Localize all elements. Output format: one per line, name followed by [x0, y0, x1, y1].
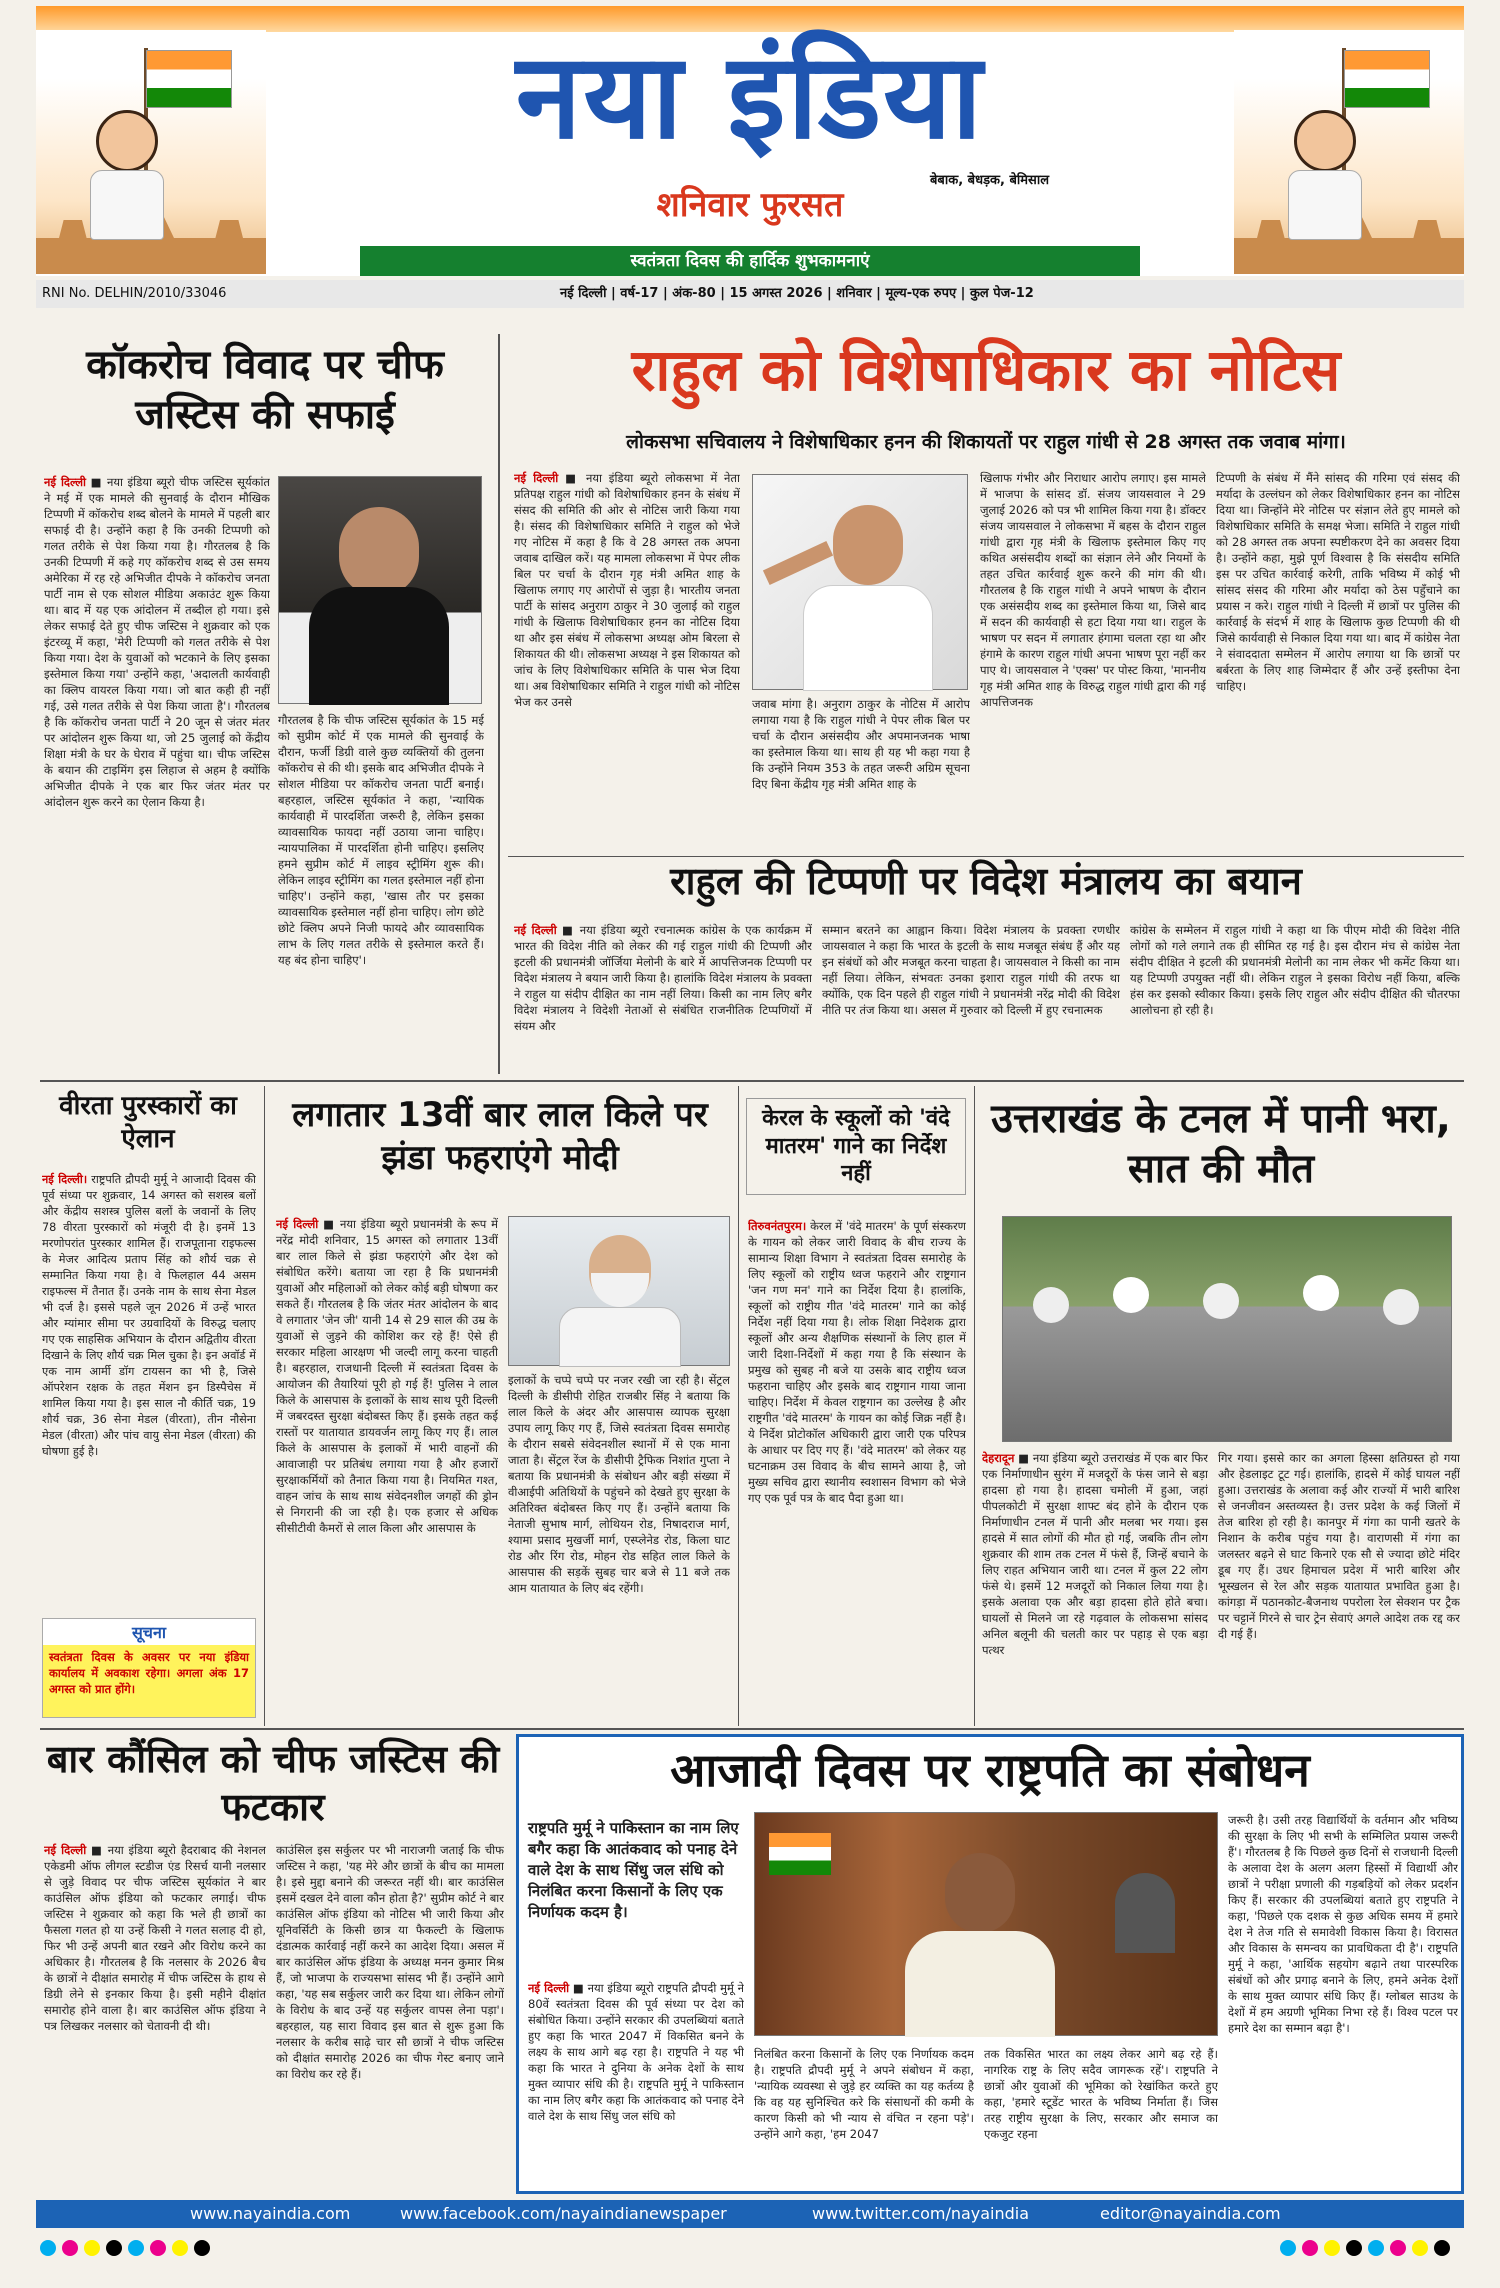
byline: नई दिल्ली: [514, 471, 559, 485]
color-registration-dots-left: [40, 2240, 216, 2260]
president-body-4: जरूरी है। उसी तरह विद्यार्थियों के वर्तमान और भविष्य की सुरक्षा के लिए भी सभी के सम्मिलित प्रयास जरूरी हैं'। गौरतलब है कि पिछले कुछ दिनों से राजधानी दिल्ली के अलावा देश के अलग अलग हिस्सों में विद्यार्थी और छात्रों ने परीक्षा प्रणाली की गड़बड़ियों को लेकर प्रदर्शन किए हैं। सरकार की उपलब्धियां बताते हुए राष्ट्रपति ने कहा, 'पिछले एक दशक से कुछ अधिक समय में हमारे देश ने तेज गति से समावेशी विकास किया है। विरासत और विकास के समन्वय का प्रावधिकता दी है'। राष्ट्रपति मुर्मू ने कहा, 'आर्थिक सहयोग बढ़ाने तथा पारस्परिक संबंधों को और प्रगाढ़ बनाने के लिए, हमने अनेक देशों के साथ मुक्त व्यापार संधि किए हैं। ग्लोबल साउथ के देशों में हम अग्रणी भूमिका निभा रहे हैं। विश्व पटल पर हमारे देश का सम्मान बढ़ा है'।: [1228, 1813, 1458, 2035]
edition-subtitle: शनिवार फुरसत: [656, 185, 844, 225]
tunnel-body-2: गिर गया। इससे कार का अगला हिस्सा क्षतिग्रस्त हो गया और हेडलाइट टूट गई। हालांकि, हादसे में कोई घायल नहीं हुआ। उत्तराखंड के अलावा कई और राज्यों में भारी बारिश से जनजीवन अस्तव्यस्त है। उत्तर प्रदेश के कई जिलों में तेज बारिश हो रही है। कानपुर में गंगा का पानी खतरे के निशान के करीब पहुंच गया है। वाराणसी में गंगा का जलस्तर बढ़ने से घाट किनारे एक सौ से ज्यादा छोटे मंदिर डूब गए हैं। उधर हिमाचल प्रदेश में भारी बारिश और भूस्खलन से रेल और सड़क यातायात प्रभावित हुआ है। कांगड़ा में पठानकोट-बैजनाथ पपरोला रेल सेक्शन पर ट्रैक पर चट्टानें गिरने से चार ट्रेन सेवाएं अगले आदेश तक रद्द कर दी गई हैं।: [1218, 1451, 1460, 1641]
greeting-banner: स्वतंत्रता दिवस की हार्दिक शुभकामनाएं: [360, 246, 1140, 276]
bar-council-headline[interactable]: बार कौंसिल को चीफ जस्टिस की फटकार: [46, 1737, 500, 1829]
veerta-text: राष्ट्रपति द्रौपदी मुर्मू ने आजादी दिवस की पूर्व संध्या पर शुक्रवार, 14 अगस्त को सशस्त्र बलों और केंद्रीय सशस्त्र पुलिस बलों के जवानों के लिए 78 वीरता पुरस्कारों को मंजूरी दी है। इनमें 13 मरणोपरांत पुरस्कार शामिल हैं। राजपूताना राइफल्स के मेजर आदित्य प्रताप सिंह को शौर्य चक्र से सम्मानित किया गया है। वे फिलहाल 44 असम राइफल्स में तैनात हैं। उनके नाम के साथ सेना मेडल भी दर्ज है। इससे पहले जून 2026 में उन्हें भारत और म्यांमार सीमा पर उग्रवादियों के विरुद्ध चलाए गए एक साहसिक अभियान के दौरान अद्वितीय वीरता दिखाने के लिए शौर्य चक्र मिल चुका है। इन अवॉर्ड में एक नाम आर्मी डॉग टायसन का भी है, जिसे ऑपरेशन रक्षक के तहत मेंशन इन डिस्पैचेस में शामिल किया गया है। इस साल नौ कीर्ति चक्र, 19 शौर्य चक्र, 36 सेना मेडल (वीरता), तीन नौसेना मेडल (वीरता) और पांच वायु सेना मेडल (वीरता) की घोषणा हुई है।: [42, 1173, 256, 1458]
kerala-headline[interactable]: केरल के स्कूलों को 'वंदे मातरम' गाने का निर्देश नहीं: [746, 1098, 966, 1195]
president-body-2: निलंबित करना किसानों के लिए एक निर्णायक कदम है। राष्ट्रपति द्रौपदी मुर्मू ने अपने संबोधन में कहा, 'न्यायिक व्यवस्था से जुड़े हर व्यक्ति का यह कर्तव्य है कि वह यह सुनिश्चित करे कि संसाधनों की कमी के कारण किसी को भी न्याय से वंचित न रहना पड़े'। उन्होंने आगे कहा, 'हम 2047: [754, 2047, 974, 2141]
president-body-3: तक विकसित भारत का लक्ष्य लेकर आगे बढ़ रहे हैं। नागरिक राष्ट्र के लिए सदैव जागरूक रहें'। राष्ट्रपति ने छात्रों और युवाओं की भूमिका को रेखांकित करते हुए कहा, 'हमारे स्टूडेंट भारत के भविष्य निर्माता हैं। जिस तरह राष्ट्रीय सुरक्षा के लिए, सरकार और समाज का एकजुट रहना: [984, 2047, 1218, 2141]
rahul-body-2: जवाब मांगा है। अनुराग ठाकुर के नोटिस में आरोप लगाया गया है कि राहुल गांधी ने पेपर लीक बिल पर चर्चा के दौरान असंसदीय और अपमानजनक भाषा का इस्तेमाल किया था। साथ ही यह भी कहा गया है कि उन्होंने नियम 353 के तहत जरूरी अग्रिम सूचना दिए बिना केंद्रीय गृह मंत्री अमित शाह के: [752, 697, 970, 791]
mea-text-1: रचनात्मक कांग्रेस के एक कार्यक्रम में भारत की विदेश नीति को लेकर की गई राहुल गांधी की टिप्पणी और इटली की प्रधानमंत्री जॉर्जिया मेलोनी के बारे में आपत्तिजनक टिप्पणी पर विदेश मंत्रालय ने बयान जारी किया है। हालांकि विदेश मंत्रालय के प्रवक्ता ने राहुल या संदीप दीक्षित का नाम नहीं लिया। किसी का नाम लिए बगैर विदेश मंत्रालय ने विदेशी नेताओं से संबंधित राजनीतिक टिप्पणियों में संयम और: [514, 923, 812, 1033]
kid-with-flag-illustration-right: [1234, 30, 1464, 274]
byline: नई दिल्ली: [44, 475, 86, 489]
president-body-1: नई दिल्ली ■ नया इंडिया ब्यूरो राष्ट्रपति द्रौपदी मुर्मू ने 80वें स्वतंत्रता दिवस की पूर्व संध्या पर देश को संबोधित किया। उन्होंने सरकार की उपलब्धियां बताते हुए कहा कि भारत 2047 में विकसित बनने के लक्ष्य के साथ आगे बढ़ रहा है। राष्ट्रपति ने यह भी कहा कि भारत ने दुनिया के अनेक देशों के साथ मुक्त व्यापार संधि की है। राष्ट्रपति मुर्मू ने पाकिस्तान का नाम लिए बगैर कहा कि आतंकवाद को पनाह देने वाले देश के साथ सिंधु जल संधि को: [528, 1981, 744, 2123]
column-divider: [738, 1086, 739, 1726]
byline: नई दिल्ली।: [42, 1173, 88, 1186]
byline: नई दिल्ली: [276, 1217, 319, 1231]
president-text-1: राष्ट्रपति द्रौपदी मुर्मू ने 80वें स्वतंत्रता दिवस की पूर्व संध्या पर देश को संबोधित किया। उन्होंने सरकार की उपलब्धियां बताते हुए कहा कि भारत 2047 में विकसित बनने के लक्ष्य के साथ आगे बढ़ रहा है। राष्ट्रपति ने यह भी कहा कि भारत ने दुनिया के अनेक देशों के साथ मुक्त व्यापार संधि की है। राष्ट्रपति मुर्मू ने पाकिस्तान का नाम लिए बगैर कहा कि आतंकवाद को पनाह देने वाले देश के साथ सिंधु जल संधि को: [528, 1981, 744, 2123]
cockroach-headline[interactable]: कॉकरोच विवाद पर चीफ जस्टिस की सफाई: [86, 342, 444, 438]
column-divider: [264, 1086, 265, 1726]
source: नया इंडिया ब्यूरो: [1032, 1451, 1099, 1465]
rahul-body-4: टिप्पणी के संबंध में मैंने सांसद की गरिमा एवं संसद की मर्यादा के उल्लंघन को लेकर विशेषाधिकार हनन का नोटिस दिया था। जिन्होंने मेरे नोटिस पर संज्ञान लेते हुए मामले को विशेषाधिकार समिति के समक्ष भेजा। समिति ने राहुल गांधी को 28 अगस्त तक अपना स्पष्टीकरण देने का अवसर दिया है। उन्होंने कहा, मुझे पूर्ण विश्वास है कि संसदीय समिति इस पर उचित कार्रवाई करेगी, ताकि भविष्य में कोई भी सांसद संसद की गरिमा और मर्यादा को ठेस पहुँचाने का प्रयास न करे। राहुल गांधी ने दिल्ली में छात्रों पर पुलिस की कार्रवाई के संदर्भ में शाह के खिलाफ कुछ टिप्पणी की थी जिसे कार्यवाही से निकाल दिया गया था। बाद में कांग्रेस नेता ने संवाददाता सम्मेलन में आरोप लगाया था कि छात्रों पर बर्बरता के लिए शाह जिम्मेदार हैं और उन्हें इस्तीफा देना चाहिए।: [1216, 471, 1460, 693]
rahul-subhead: लोकसभा सचिवालय ने विशेषाधिकार हनन की शिकायतों पर राहुल गांधी से 28 अगस्त तक जवाब मांगा।: [626, 431, 1346, 453]
bar-body-2: काउंसिल इस सर्कुलर पर भी नाराजगी जताई कि चीफ जस्टिस ने कहा, 'यह मेरे और छात्रों के बीच का मामला है। इसे मुद्दा बनाने की जरूरत नहीं थी। बार काउंसिल इसमें दखल देने वाला कौन होता है?' सुप्रीम कोर्ट ने बार काउंसिल ऑफ इंडिया को नोटिस भी जारी किया और यूनिवर्सिटी के किसी छात्र या फैकल्टी के खिलाफ दंडात्मक कार्रवाई नहीं करने का आदेश दिया। असल में बार काउंसिल ऑफ इंडिया के अध्यक्ष मनन कुमार मिश्र हैं, जो भाजपा के राज्यसभा सांसद भी हैं। उन्होंने आगे कहा, 'यह सब सर्कुलर जारी कर दिया था। लेकिन लोगों के विरोध के बाद उन्हें यह सर्कुलर वापस लेना पड़ा'। बहरहाल, यह सारा विवाद इस बात से शुरू हुआ कि नलसार के करीब साढ़े चार सौ छात्रों ने चीफ जस्टिस को दीक्षांत समारोह 2026 का चीफ गेस्ट बनाए जाने का विरोध कर रहे हैं।: [276, 1843, 504, 2081]
cockroach-text-1: चीफ जस्टिस सूर्यकांत ने मई में एक मामले की सुनवाई के दौरान मौखिक टिप्पणी में कॉकरोच शब्द बोलने के मामले में पहली बार सफाई दी है। उन्होंने कहा है कि उनकी टिप्पणी को गलत तरीके से पेश किया गया है। गौरतलब है कि उनकी टिप्पणी में कहे गए कॉकरोच शब्द से उस समय अमेरिका में रह रहे अभिजीत दीपके ने कॉकरोच जनता पार्टी नाम से एक सोशल मीडिया अकाउंट शुरू किया था। बाद में यह एक आंदोलन में तब्दील हो गया। इसे लेकर सफाई देते हुए चीफ जस्टिस ने शुक्रवार को एक इंटरव्यू में कहा, 'मेरी टिप्पणी को गलत तरीके से पेश किया गया। देश के युवाओं को भटकाने के लिए इसका इस्तेमाल किया गया' उन्होंने कहा, 'अदालती कार्यवाही का क्लिप वायरल किया गया। जो बात कही ही नहीं गई, उसे गलत तरीके से पेश किया जाता है'। गौरतलब है कि कॉकरोच जनता पार्टी ने 20 जून से जंतर मंतर पर आंदोलन शुरू किया था, जो 25 जुलाई को केंद्रीय शिक्षा मंत्री के घर के घेराव में पहुंचा था। चीफ जस्टिस के बयान की टाइमिंग इस लिहाज से अहम है क्योंकि अभिजीत दीपके ने एक बार फिर जंतर मंतर पर आंदोलन शुरू करने का ऐलान किया है।: [44, 475, 270, 809]
footer-facebook-link[interactable]: www.facebook.com/nayaindianewspaper: [400, 2204, 727, 2223]
modi-body-1: नई दिल्ली ■ नया इंडिया ब्यूरो प्रधानमंत्री के रूप में नरेंद्र मोदी शनिवार, 15 अगस्त को लगातार 13वीं बार लाल किले से झंडा फहराएंगे और देश को संबोधित करेंगे। बताया जा रहा है कि प्रधानमंत्री युवाओं और महिलाओं को लेकर कोई बड़ी घोषणा कर सकते हैं। गौरतलब है कि जंतर मंतर आंदोलन के बाद वे लगातार 'जेन जी' यानी 14 से 29 साल की उम्र के युवाओं से जुड़ने की कोशिश कर रहे हैं! ऐसे ही सरकार महिला आरक्षण भी जल्दी लागू करना चाहती है। बहरहाल, राजधानी दिल्ली में स्वतंत्रता दिवस के आयोजन की तैयारियां पूरी हो गई हैं! पुलिस ने लाल किले के आसपास के इलाकों के साथ साथ पूरी दिल्ली में जबरदस्त सुरक्षा बंदोबस्त किए हैं। इसके तहत कई रास्तों पर यातायात डायवर्जन लागू किए गए हैं। लाल किले के आसपास के इलाकों में भारी वाहनों की आवाजाही पर प्रतिबंध लगाया गया है और हजारों सुरक्षाकर्मियों को तैनात किया गया है। नियमित गश्त, वाहन जांच के साथ साथ संवेदनशील जगहों की ड्रोन से निगरानी की जा रही है। एक हजार से अधिक सीसीटीवी कैमरों से लाल किला और आसपास के: [276, 1217, 498, 1535]
color-registration-dots-right: [1280, 2240, 1456, 2260]
rahul-body-1: नई दिल्ली ■ नया इंडिया ब्यूरो लोकसभा में नेता प्रतिपक्ष राहुल गांधी को विशेषाधिकार हनन के संबंध में संसद की समिति की ओर से नोटिस जारी किया गया है। संसद की विशेषाधिकार समिति ने राहुल को भेजे गए नोटिस में कहा है कि वे 28 अगस्त तक अपना जवाब दाखिल करें। यह मामला लोकसभा में पेपर लीक बिल पर चर्चा के दौरान गृह मंत्री अमित शाह के खिलाफ लगाए गए आरोपों से जुड़ा है। भारतीय जनता पार्टी के सांसद अनुराग ठाकुर ने 30 जुलाई को राहुल गांधी के खिलाफ विशेषाधिकार हनन का नोटिस दिया था और इस संबंध में लोकसभा अध्यक्ष ओम बिरला से शिकायत की थी। लोकसभा अध्यक्ष ने इस शिकायत को जांच के लिए विशेषाधिकार समिति के पास भेज दिया था। अब विशेषाधिकार समिति ने राहुल गांधी को नोटिस भेज कर उनसे: [514, 471, 740, 709]
kerala-text: केरल में 'वंदे मातरम' के पूर्ण संस्करण के गायन को लेकर जारी विवाद के बीच राज्य के सामान्य शिक्षा विभाग ने स्वतंत्रता दिवस समारोह के लिए स्कूलों को राष्ट्रीय ध्वज फहराने और राष्ट्रगान 'जन गण मन' गाने का निर्देश दिया है। हालांकि, स्कूलों को राष्ट्रीय गीत 'वंदे मातरम' गाने का कोई निर्देश नहीं दिया गया है। लोक शिक्षा निदेशक द्वारा स्कूलों और अन्य शैक्षणिक संस्थानों के लिए हाल में जारी दिशा-निर्देशों में कहा गया है कि संस्थान के प्रमुख को सुबह नौ बजे या उसके बाद राष्ट्रीय ध्वज फहराना चाहिए और इसके बाद राष्ट्रगान गाया जाना चाहिए। निर्देश में केवल राष्ट्रगान का उल्लेख है और राष्ट्रगीत 'वंदे मातरम' के गायन का कोई जिक्र नहीं है। ये निर्देश प्रोटोकॉल अधिकारी द्वारा जारी एक परिपत्र के आधार पर दिए गए हैं। 'वंदे मातरम' को लेकर यह घटनाक्रम उस विवाद के बीच सामने आया है, जो मुख्य सचिव द्वारा स्थानीय स्वशासन विभाग को भेजे गए एक पूर्व पत्र के बाद पैदा हुआ था।: [748, 1219, 966, 1505]
tunnel-text-1: उत्तराखंड में एक बार फिर एक निर्माणाधीन सुरंग में मजदूरों के फंस जाने से बड़ा हादसा हो गया है। हादसा चमोली में हुआ, जहां पीपलकोटी में सुरक्षा शाफ्ट बंद होने के दौरान एक निर्माणाधीन टनल में पानी और मलबा भर गया। इस हादसे में सात लोगों की मौत हो गई, जबकि तीन लोग शुक्रवार की शाम तक टनल में फंसे हैं, जिन्हें बचाने के लिए राहत अभियान जारी था। टनल में कुल 22 लोग फंसे थे। इसमें 12 मजदूरों को निकाल लिया गया है। इसके अलावा एक और बड़ा हादसा होते होते बचा। घायलों से मिलने जा रहे गढ़वाल के लोकसभा सांसद अनिल बलूनी की चलती कार पर पहाड़ से एक बड़ा पत्थर: [982, 1451, 1208, 1657]
dateline: नई दिल्ली | वर्ष-17 | अंक-80 | 15 अगस्त 2026 | शनिवार | मूल्य-एक रुपए | कुल पेज-12: [560, 286, 1034, 301]
tunnel-rescue-photo: [1002, 1216, 1452, 1442]
rahul-gandhi-photo: [752, 474, 968, 690]
footer-website-link[interactable]: www.nayaindia.com: [190, 2204, 351, 2223]
byline: नई दिल्ली: [514, 923, 557, 937]
kerala-body: [748, 1218, 966, 1724]
mea-headline[interactable]: राहुल की टिप्पणी पर विदेश मंत्रालय का बयान: [670, 859, 1302, 903]
tagline: बेबाक, बेधड़क, बेमिसाल: [930, 173, 1050, 188]
notice-text: स्वतंत्रता दिवस के अवसर पर नया इंडिया कार्यालय में अवकाश रहेगा। अगला अंक 17 अगस्त को प्रात होंगे।: [49, 1650, 249, 1696]
tunnel-headline[interactable]: उत्तराखंड के टनल में पानी भरा, सात की मौत: [991, 1096, 1451, 1192]
mea-body-3: कांग्रेस के सम्मेलन में राहुल गांधी ने कहा था कि पीएम मोदी की विदेश नीति लोगों को गले लगाने तक ही सीमित रह गई है। इस दौरान मंच से कांग्रेस नेता संदीप दीक्षित ने इटली की प्रधानमंत्री मेलोनी का नाम लेकर भी कमेंट किया था। यह टिप्पणी उपयुक्त नहीं थी। लेकिन राहुल ने इसका विरोध नहीं किया, बल्कि हंस कर इसको स्वीकार किया। इसके लिए राहुल और संदीप दीक्षित की चौतरफा आलोचना हो रही है।: [1130, 923, 1460, 1017]
section-divider: [40, 1080, 1464, 1082]
modi-headline[interactable]: लगातार 13वीं बार लाल किले पर झंडा फहराएंगे मोदी: [292, 1095, 708, 1178]
source: नया इंडिया ब्यूरो: [106, 475, 175, 489]
president-pullquote: राष्ट्रपति मुर्मू ने पाकिस्तान का नाम लिए बगैर कहा कि आतंकवाद को पनाह देने वाले देश के साथ सिंधु जल संधि को निलंबित करना किसानों के लिए एक निर्णायक कदम है।: [528, 1819, 739, 1921]
cockroach-body-1: नई दिल्ली ■ नया इंडिया ब्यूरो चीफ जस्टिस सूर्यकांत ने मई में एक मामले की सुनवाई के दौरान मौखिक टिप्पणी में कॉकरोच शब्द बोलने के मामले में पहली बार सफाई दी है। उन्होंने कहा है कि उनकी टिप्पणी को गलत तरीके से पेश किया गया है। गौरतलब है कि उनकी टिप्पणी में कहे गए कॉकरोच शब्द से उस समय अमेरिका में रह रहे अभिजीत दीपके ने कॉकरोच जनता पार्टी नाम से एक सोशल मीडिया अकाउंट शुरू किया था। बाद में यह एक आंदोलन में तब्दील हो गया। इसे लेकर सफाई देते हुए चीफ जस्टिस ने शुक्रवार को एक इंटरव्यू में कहा, 'मेरी टिप्पणी को गलत तरीके से पेश किया गया। देश के युवाओं को भटकाने के लिए इसका इस्तेमाल किया गया' उन्होंने कहा, 'अदालती कार्यवाही का क्लिप वायरल किया गया। जो बात कही ही नहीं गई, उसे गलत तरीके से पेश किया जाता है'। गौरतलब है कि कॉकरोच जनता पार्टी ने 20 जून से जंतर मंतर पर आंदोलन शुरू किया था, जो 25 जुलाई को केंद्रीय शिक्षा मंत्री के घर के घेराव में पहुंचा था। चीफ जस्टिस के बयान की टाइमिंग इस लिहाज से अहम है क्योंकि अभिजीत दीपके ने एक बार फिर जंतर मंतर पर आंदोलन शुरू करने का ऐलान किया है।: [44, 475, 270, 809]
notice-title: सूचना: [43, 1619, 255, 1645]
section-divider: [40, 1728, 1464, 1730]
bar-text-1: हैदराबाद की नेशनल एकेडमी ऑफ लीगल स्टडीज एंड रिसर्च यानी नलसार से जुड़े विवाद पर चीफ जस्टिस सूर्यकांत ने बार काउंसिल ऑफ इंडिया को फटकार लगाई। चीफ जस्टिस ने शुक्रवार को कहा कि भले ही छात्रों का फैसला गलत हो या उन्हें किसी ने गलत सलाह दी हो, फिर भी उन्हें अपनी बात रखने और विरोध करने का अधिकार है। गौरतलब है कि नलसार के 2026 बैच के छात्रों ने दीक्षांत समारोह में चीफ जस्टिस के हाथ से डिग्री लेने से इनकार किया है। इसी महीने दीक्षांत समारोह होने वाला है। बार काउंसिल ऑफ इंडिया ने पत्र लिखकर नलसार को चेतावनी दी थी।: [44, 1843, 266, 2033]
modi-text-1: प्रधानमंत्री के रूप में नरेंद्र मोदी शनिवार, 15 अगस्त को लगातार 13वीं बार लाल किले से झंडा फहराएंगे और देश को संबोधित करेंगे। बताया जा रहा है कि प्रधानमंत्री युवाओं और महिलाओं को लेकर कोई बड़ी घोषणा कर सकते हैं। गौरतलब है कि जंतर मंतर आंदोलन के बाद वे लगातार 'जेन जी' यानी 14 से 29 साल की उम्र के युवाओं से जुड़ने की कोशिश कर रहे हैं! ऐसे ही सरकार महिला आरक्षण भी जल्दी लागू करना चाहती है। बहरहाल, राजधानी दिल्ली में स्वतंत्रता दिवस के आयोजन की तैयारियां पूरी हो गई हैं! पुलिस ने लाल किले के आसपास के इलाकों के साथ साथ पूरी दिल्ली में जबरदस्त सुरक्षा बंदोबस्त किए हैं। इसके तहत कई रास्तों पर यातायात डायवर्जन लागू किए गए हैं। लाल किले के आसपास के इलाकों में भारी वाहनों की आवाजाही पर प्रतिबंध लगाया गया है और हजारों सुरक्षाकर्मियों को तैनात किया गया है। नियमित गश्त, वाहन जांच के साथ साथ संवेदनशील जगहों की ड्रोन से निगरानी की जा रही है। एक हजार से अधिक सीसीटीवी कैमरों से लाल किला और आसपास के: [276, 1217, 498, 1535]
source: नया इंडिया ब्यूरो: [339, 1217, 409, 1231]
notice-box: [42, 1618, 256, 1718]
rni-number: RNI No. DELHIN/2010/33046: [42, 286, 227, 301]
source: नया इंडिया ब्यूरो: [579, 923, 649, 937]
modi-body-2: इलाकों के चप्पे चप्पे पर नजर रखी जा रही है। सेंट्रल दिल्ली के डीसीपी रोहित राजबीर सिंह ने बताया कि लाल किले के अंदर और आसपास व्यापक सुरक्षा उपाय लागू किए गए हैं, जिसे स्वतंत्रता दिवस समारोह के दौरान सबसे संवेदनशील स्थानों में से एक माना जाता है। सेंट्रल रेंज के डीसीपी ट्रैफिक निशांत गुप्ता ने बताया कि प्रधानमंत्री के संबोधन और बड़ी संख्या में वीआईपी अतिथियों के पहुंचने को देखते हुए सुरक्षा के अतिरिक्त बंदोबस्त किए गए हैं। उन्होंने बताया कि नेताजी सुभाष मार्ग, लोथियन रोड, निषादराज मार्ग, श्यामा प्रसाद मुखर्जी मार्ग, एस्प्लेनेड रोड, किला घाट रोड और रिंग रोड, मोहन रोड सहित लाल किले के आसपास की सड़कें सुबह चार बजे से 11 बजे तक आम यातायात के लिए बंद रहेंगी।: [508, 1373, 730, 1595]
section-divider: [508, 856, 1464, 857]
rahul-text-1: लोकसभा में नेता प्रतिपक्ष राहुल गांधी को विशेषाधिकार हनन के संबंध में संसद की समिति की ओर से नोटिस जारी किया गया है। संसद की विशेषाधिकार समिति ने राहुल को भेजे गए नोटिस में कहा है कि वे 28 अगस्त तक अपना जवाब दाखिल करें। यह मामला लोकसभा में पेपर लीक बिल पर चर्चा के दौरान गृह मंत्री अमित शाह के खिलाफ लगाए गए आरोपों से जुड़ा है। भारतीय जनता पार्टी के सांसद अनुराग ठाकुर ने 30 जुलाई को राहुल गांधी के खिलाफ विशेषाधिकार हनन का नोटिस दिया था और इस संबंध में लोकसभा अध्यक्ष ओम बिरला से शिकायत की थी। लोकसभा अध्यक्ष ने इस शिकायत को जांच के लिए विशेषाधिकार समिति के पास भेज दिया था। अब विशेषाधिकार समिति ने राहुल गांधी को नोटिस भेज कर उनसे: [514, 471, 740, 709]
veerta-headline[interactable]: वीरता पुरस्कारों का ऐलान: [59, 1091, 237, 1154]
kid-with-flag-illustration-left: [36, 30, 266, 274]
tunnel-body-1: देहरादून ■ नया इंडिया ब्यूरो उत्तराखंड में एक बार फिर एक निर्माणाधीन सुरंग में मजदूरों के फंस जाने से बड़ा हादसा हो गया है। हादसा चमोली में हुआ, जहां पीपलकोटी में सुरक्षा शाफ्ट बंद होने के दौरान एक निर्माणाधीन टनल में पानी और मलबा भर गया। इस हादसे में सात लोगों की मौत हो गई, जबकि तीन लोग शुक्रवार की शाम तक टनल में फंसे हैं, जिन्हें बचाने के लिए राहत अभियान जारी था। टनल में कुल 22 लोग फंसे थे। इसमें 12 मजदूरों को निकाल लिया गया है। इसके अलावा एक और बड़ा हादसा होते होते बचा। घायलों से मिलने जा रहे गढ़वाल के लोकसभा सांसद अनिल बलूनी की चलती कार पर पहाड़ से एक बड़ा पत्थर: [982, 1451, 1208, 1657]
byline: तिरुवनंतपुरम।: [748, 1219, 807, 1233]
president-headline[interactable]: आजादी दिवस पर राष्ट्रपति का संबोधन: [670, 1743, 1310, 1797]
modi-photo: [508, 1216, 730, 1366]
chief-justice-photo: [278, 476, 482, 704]
mea-body-2: सम्मान बरतने का आह्वान किया। विदेश मंत्रालय के प्रवक्ता रणधीर जायसवाल ने कहा कि भारत के इटली के साथ मजबूत संबंध हैं और यह इन संबंधों को और मजबूत करना चाहता है। जायसवाल ने किसी का नाम नहीं लिया। लेकिन, संभवतः उनका इशारा राहुल गांधी की तरफ था क्योंकि, एक दिन पहले ही राहुल गांधी ने प्रधानमंत्री नरेंद्र मोदी की विदेश नीति पर तंज किया था। असल में गुरुवार को दिल्ली में हुए रचनात्मक: [822, 923, 1120, 1017]
footer-email-link[interactable]: editor@nayaindia.com: [1100, 2204, 1281, 2223]
source: नया इंडिया ब्यूरो: [587, 1981, 654, 1995]
source: नया इंडिया ब्यूरो: [107, 1843, 176, 1857]
veerta-body: [42, 1172, 256, 1610]
column-divider: [498, 334, 500, 1074]
column-divider: [974, 1086, 975, 1726]
cockroach-body-2: गौरतलब है कि चीफ जस्टिस सूर्यकांत के 15 मई को सुप्रीम कोर्ट में एक मामले की सुनवाई के दौरान, फर्जी डिग्री वाले कुछ व्यक्तियों की तुलना कॉकरोच से की थी। इसके बाद अभिजीत दीपके ने सोशल मीडिया पर कॉकरोच जनता पार्टी बनाई। बहरहाल, जस्टिस सूर्यकांत ने कहा, 'न्यायिक कार्यवाही में पारदर्शिता जरूरी है, लेकिन इसका व्यावसायिक फायदा नहीं उठाया जाना चाहिए। न्यायपालिका में पारदर्शिता होनी चाहिए। इसलिए हमने सुप्रीम कोर्ट में लाइव स्ट्रीमिंग शुरू की। लेकिन लाइव स्ट्रीमिंग का गलत इस्तेमाल नहीं होना चाहिए'। उन्होंने कहा, 'खास तौर पर इसका व्यावसायिक इस्तेमाल नहीं होना चाहिए। लोग छोटे छोटे क्लिप अपने निजी फायदे और व्यावसायिक लाभ के लिए गलत तरीके से इस्तेमाल करते हैं। यह बंद होना चाहिए'।: [278, 713, 484, 967]
source: नया इंडिया ब्यूरो: [585, 471, 659, 485]
president-address-photo: [754, 1812, 1218, 2036]
byline: नई दिल्ली: [44, 1843, 87, 1857]
rahul-body-3: खिलाफ गंभीर और निराधार आरोप लगाए। इस मामले में भाजपा के सांसद डॉ. संजय जायसवाल ने 29 जुलाई 2026 को पत्र भी शामिल किया गया है। डॉक्टर संजय जायसवाल ने लोकसभा में बहस के दौरान राहुल गांधी द्वारा गृह मंत्री के खिलाफ इस्तेमाल किए गए कथित असंसदीय शब्दों का संज्ञान लेने और नियमों के तहत उचित कार्रवाई शुरू करने की मांग की थी। गौरतलब है कि राहुल गांधी ने अपने भाषण के दौरान एक असंसदीय शब्द का इस्तेमाल किया था, जिसे बाद में सदन की कार्यवाही से हटा दिया गया था। राहुल के भाषण पर सदन में लगातार हंगामा चलता रहा था और हंगामे के कारण राहुल गांधी अपना भाषण पूरा नहीं कर पाए थे। जायसवाल ने 'एक्स' पर पोस्ट किया, 'माननीय गृह मंत्री अमित शाह के विरुद्ध राहुल गांधी द्वारा की गई आपत्तिजनक: [980, 471, 1206, 709]
byline: नई दिल्ली: [528, 1981, 570, 1995]
footer-twitter-link[interactable]: www.twitter.com/nayaindia: [812, 2204, 1030, 2223]
rahul-headline[interactable]: राहुल को विशेषाधिकार का नोटिस: [631, 336, 1341, 404]
newspaper-logo[interactable]: नया इंडिया: [515, 27, 985, 165]
bar-body-1: नई दिल्ली ■ नया इंडिया ब्यूरो हैदराबाद की नेशनल एकेडमी ऑफ लीगल स्टडीज एंड रिसर्च यानी नलसार से जुड़े विवाद पर चीफ जस्टिस सूर्यकांत ने बार काउंसिल ऑफ इंडिया को फटकार लगाई। चीफ जस्टिस ने शुक्रवार को कहा कि भले ही छात्रों का फैसला गलत हो या उन्हें किसी ने गलत सलाह दी हो, फिर भी उन्हें अपनी बात रखने और विरोध करने का अधिकार है। गौरतलब है कि नलसार के 2026 बैच के छात्रों ने दीक्षांत समारोह में चीफ जस्टिस के हाथ से डिग्री लेने से इनकार किया है। इसी महीने दीक्षांत समारोह होने वाला है। बार काउंसिल ऑफ इंडिया ने पत्र लिखकर नलसार को चेतावनी दी थी।: [44, 1843, 266, 2033]
mea-body-1: नई दिल्ली ■ नया इंडिया ब्यूरो रचनात्मक कांग्रेस के एक कार्यक्रम में भारत की विदेश नीति को लेकर की गई राहुल गांधी की टिप्पणी और इटली की प्रधानमंत्री जॉर्जिया मेलोनी के बारे में आपत्तिजनक टिप्पणी पर विदेश मंत्रालय ने बयान जारी किया है। हालांकि विदेश मंत्रालय के प्रवक्ता ने राहुल या संदीप दीक्षित का नाम नहीं लिया। किसी का नाम लिए बगैर विदेश मंत्रालय ने विदेशी नेताओं से संबंधित राजनीतिक टिप्पणियों में संयम और: [514, 923, 812, 1033]
byline: देहरादून: [982, 1451, 1015, 1465]
